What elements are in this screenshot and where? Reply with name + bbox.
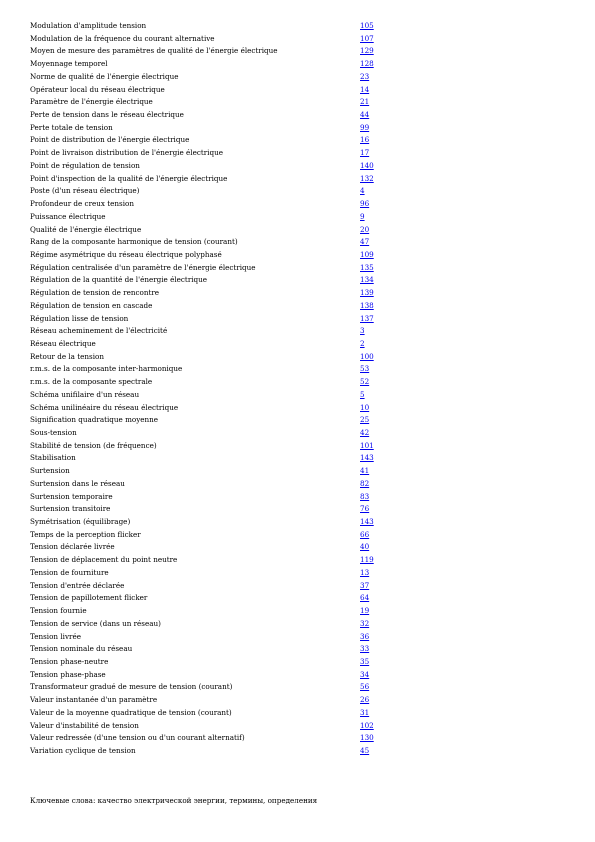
keywords-line: Ключевые слова: качество электрической энергии, термины, определения (30, 796, 318, 805)
entry-term: Réseau acheminement de l'électricité (30, 326, 168, 336)
entry-page-link[interactable]: 25 (360, 415, 370, 425)
entry-page-link[interactable]: 37 (360, 580, 370, 590)
index-entry (30, 465, 450, 478)
entry-term: Valeur de la moyenne quadratique de tension (courant) (30, 707, 232, 717)
entry-page-link[interactable]: 96 (360, 199, 370, 209)
entry-page-link[interactable]: 33 (360, 644, 370, 654)
index-entry (30, 694, 450, 707)
entry-page-link[interactable]: 40 (360, 542, 370, 552)
entry-page-link[interactable]: 129 (360, 46, 374, 56)
entry-page-link[interactable]: 47 (360, 237, 370, 247)
entry-page-link[interactable]: 102 (360, 720, 374, 730)
entry-term: Schéma unilinéaire du réseau électrique (30, 402, 179, 412)
entry-page-link[interactable]: 23 (360, 71, 370, 81)
index-entry (30, 236, 450, 249)
index-entry (30, 249, 450, 262)
entry-term: Modulation d'amplitude tension (30, 21, 147, 30)
index-entry (30, 211, 450, 224)
entry-term: Qualité de l'énergie électrique (30, 224, 142, 234)
index-entry (30, 109, 450, 122)
entry-term: Tension de déplacement du point neutre (30, 555, 178, 565)
entry-page-link[interactable]: 2 (360, 338, 365, 348)
index-entry (30, 554, 450, 567)
index-entry (30, 147, 450, 160)
entry-term: Signification quadratique moyenne (30, 415, 159, 425)
entry-term: Point de livraison distribution de l'énergie électrique (30, 148, 223, 158)
entry-page-link[interactable]: 109 (360, 249, 374, 259)
entry-page-link[interactable]: 35 (360, 656, 370, 666)
entry-page-link[interactable]: 101 (360, 440, 374, 450)
entry-page-link[interactable]: 143 (360, 453, 374, 463)
entry-page-link[interactable]: 10 (360, 402, 370, 412)
entry-page-link[interactable]: 16 (360, 135, 370, 145)
index-entry (30, 491, 450, 504)
entry-page-link[interactable]: 135 (360, 262, 374, 272)
entry-page-link[interactable]: 34 (360, 669, 370, 679)
entry-page-link[interactable]: 32 (360, 618, 370, 628)
entry-page-link[interactable]: 143 (360, 517, 374, 527)
entry-page-link[interactable]: 64 (360, 593, 370, 603)
index-entry (30, 160, 450, 173)
index-entry (30, 134, 450, 147)
entry-term: Puissance électrique (30, 211, 106, 221)
entry-term: Régulation de la quantité de l'énergie électrique (30, 275, 208, 285)
index-entry (30, 20, 450, 33)
entry-page-link[interactable]: 3 (360, 326, 365, 336)
entry-term: Modulation de la fréquence du courant alternative (30, 33, 215, 43)
entry-page-link[interactable]: 134 (360, 275, 374, 285)
entry-term: Transformateur gradué de mesure de tension (courant) (30, 682, 233, 692)
entry-term: Retour de la tension (30, 351, 104, 361)
entry-term: Norme de qualité de l'énergie électrique (30, 71, 179, 81)
entry-term: Tension de service (dans un réseau) (30, 618, 161, 628)
entry-term: Tension de papillotement flicker (30, 593, 148, 603)
entry-term: Moyen de mesure des paramètres de qualité de l'énergie électrique (30, 46, 278, 56)
entry-term: Poste (d'un réseau électrique) (30, 186, 140, 196)
index-entry (30, 427, 450, 440)
index-entry (30, 58, 450, 71)
entry-page-link[interactable]: 20 (360, 224, 370, 234)
entry-term: Régulation de tension de rencontre (30, 288, 160, 298)
entry-page-link[interactable]: 5 (360, 389, 365, 399)
index-entry (30, 745, 450, 758)
entry-term: Tension de fourniture (30, 567, 109, 577)
entry-term: Régime asymétrique du réseau électrique polyphasé (30, 249, 222, 259)
entry-term: Tension fournie (30, 606, 87, 616)
entry-term: Surtension temporaire (30, 491, 113, 501)
entry-page-link[interactable]: 31 (360, 707, 370, 717)
entry-term: Tension phase-neutre (30, 656, 109, 666)
entry-page-link[interactable]: 99 (360, 122, 370, 132)
entry-page-link[interactable]: 36 (360, 631, 370, 641)
entry-page-link[interactable]: 105 (360, 21, 374, 30)
index-entry (30, 71, 450, 84)
index-entry (30, 262, 450, 275)
index-entry (30, 529, 450, 542)
entry-page-link[interactable]: 53 (360, 364, 370, 374)
index-entry (30, 274, 450, 287)
entry-page-link[interactable]: 52 (360, 377, 370, 387)
index-entry (30, 198, 450, 211)
index-entry (30, 45, 450, 58)
entry-term: Surtension dans le réseau (30, 478, 125, 488)
entry-term: Valeur d'instabilité de tension (30, 720, 139, 730)
entry-term: Régulation centralisée d'un paramètre de l'énergie électrique (30, 262, 256, 272)
entry-term: Profondeur de creux tension (30, 199, 134, 209)
entry-term: Tension phase-phase (30, 669, 106, 679)
entry-term: Surtension (30, 466, 70, 476)
entry-page-link[interactable]: 9 (360, 211, 365, 221)
entry-term: Opérateur local du réseau électrique (30, 84, 165, 94)
entry-page-link[interactable]: 132 (360, 173, 374, 183)
entry-term: Variation cyclique de tension (30, 745, 136, 755)
index-entry (30, 580, 450, 593)
entry-term: Surtension transitoire (30, 504, 111, 514)
entry-page-link[interactable]: 19 (360, 606, 370, 616)
entry-page-link[interactable]: 82 (360, 478, 370, 488)
entry-page-link[interactable]: 17 (360, 148, 370, 158)
index-entry (30, 224, 450, 237)
entry-page-link[interactable]: 42 (360, 428, 370, 437)
entry-page-link[interactable]: 41 (360, 466, 370, 476)
entry-term: Moyennage temporel (30, 59, 108, 69)
entry-page-link[interactable]: 21 (360, 97, 370, 107)
index-entry (30, 338, 450, 351)
index-entry (30, 567, 450, 580)
entry-term: Tension déclarée livrée (30, 542, 115, 552)
index-entry (30, 313, 450, 326)
index-entry (30, 325, 450, 338)
entry-term: Point de régulation de tension (30, 160, 140, 170)
index-entry (30, 732, 450, 745)
index-entry (30, 720, 450, 733)
index-entry (30, 185, 450, 198)
entry-term: Sous-tension (30, 428, 77, 437)
entry-page-link[interactable]: 138 (360, 300, 374, 310)
index-entry (30, 707, 450, 720)
entry-term: Tension nominale du réseau (30, 644, 133, 654)
entry-term: Valeur instantanée d'un paramètre (30, 695, 158, 705)
index-entry (30, 376, 450, 389)
entry-page-link[interactable]: 76 (360, 504, 370, 514)
entry-term: Perte de tension dans le réseau électrique (30, 110, 184, 120)
index-list (30, 20, 450, 758)
entry-page-link[interactable]: 56 (360, 682, 370, 692)
entry-term: Symétrisation (équilibrage) (30, 517, 131, 527)
entry-page-link[interactable]: 4 (360, 186, 365, 196)
index-entry (30, 516, 450, 529)
index-entry (30, 84, 450, 97)
index-entry (30, 414, 450, 427)
index-entry (30, 300, 450, 313)
index-entry (30, 643, 450, 656)
index-entry (30, 631, 450, 644)
index-entry (30, 173, 450, 186)
index-entry (30, 618, 450, 631)
index-entry (30, 440, 450, 453)
entry-page-link[interactable]: 14 (360, 84, 370, 94)
entry-page-link[interactable]: 139 (360, 288, 374, 298)
entry-term: Point d'inspection de la qualité de l'énergie électrique (30, 173, 228, 183)
index-entry (30, 478, 450, 491)
index-entry (30, 605, 450, 618)
entry-page-link[interactable]: 66 (360, 529, 370, 539)
index-entry (30, 287, 450, 300)
entry-page-link[interactable]: 26 (360, 695, 370, 705)
entry-term: Régulation lisse de tension (30, 313, 129, 323)
entry-term: Tension d'entrée déclarée (30, 580, 125, 590)
entry-term: r.m.s. de la composante spectrale (30, 377, 153, 387)
entry-page-link[interactable]: 130 (360, 733, 374, 743)
index-entry (30, 503, 450, 516)
entry-term: Temps de la perception flicker (30, 529, 141, 539)
index-entry (30, 681, 450, 694)
entry-page-link[interactable]: 44 (360, 110, 370, 120)
entry-page-link[interactable]: 13 (360, 567, 370, 577)
index-entry (30, 33, 450, 46)
entry-page-link[interactable]: 137 (360, 313, 374, 323)
entry-page-link[interactable]: 140 (360, 160, 374, 170)
index-entry (30, 541, 450, 554)
index-entry (30, 452, 450, 465)
index-entry (30, 402, 450, 415)
index-entry (30, 656, 450, 669)
entry-page-link[interactable]: 128 (360, 59, 374, 69)
entry-term: Réseau électrique (30, 338, 96, 348)
index-entry (30, 351, 450, 364)
entry-term: Paramètre de l'énergie électrique (30, 97, 153, 107)
entry-page-link[interactable]: 45 (360, 745, 370, 755)
entry-term: Perte totale de tension (30, 122, 113, 132)
entry-term: Stabilité de tension (de fréquence) (30, 440, 157, 450)
index-entry (30, 669, 450, 682)
entry-term: Valeur redressée (d'une tension ou d'un courant alternatif) (30, 733, 245, 743)
entry-page-link[interactable]: 100 (360, 351, 374, 361)
index-entry (30, 389, 450, 402)
entry-page-link[interactable]: 119 (360, 555, 374, 565)
index-entry (30, 96, 450, 109)
index-entry (30, 363, 450, 376)
entry-term: Schéma unifilaire d'un réseau (30, 389, 140, 399)
index-entry (30, 592, 450, 605)
index-entry (30, 122, 450, 135)
entry-page-link[interactable]: 107 (360, 33, 374, 43)
entry-term: Régulation de tension en cascade (30, 300, 153, 310)
entry-term: Stabilisation (30, 453, 76, 463)
entry-page-link[interactable]: 83 (360, 491, 370, 501)
entry-term: r.m.s. de la composante inter-harmonique (30, 364, 183, 374)
entry-term: Rang de la composante harmonique de tension (courant) (30, 237, 238, 247)
entry-term: Point de distribution de l'énergie électrique (30, 135, 190, 145)
entry-term: Tension livrée (30, 631, 81, 641)
